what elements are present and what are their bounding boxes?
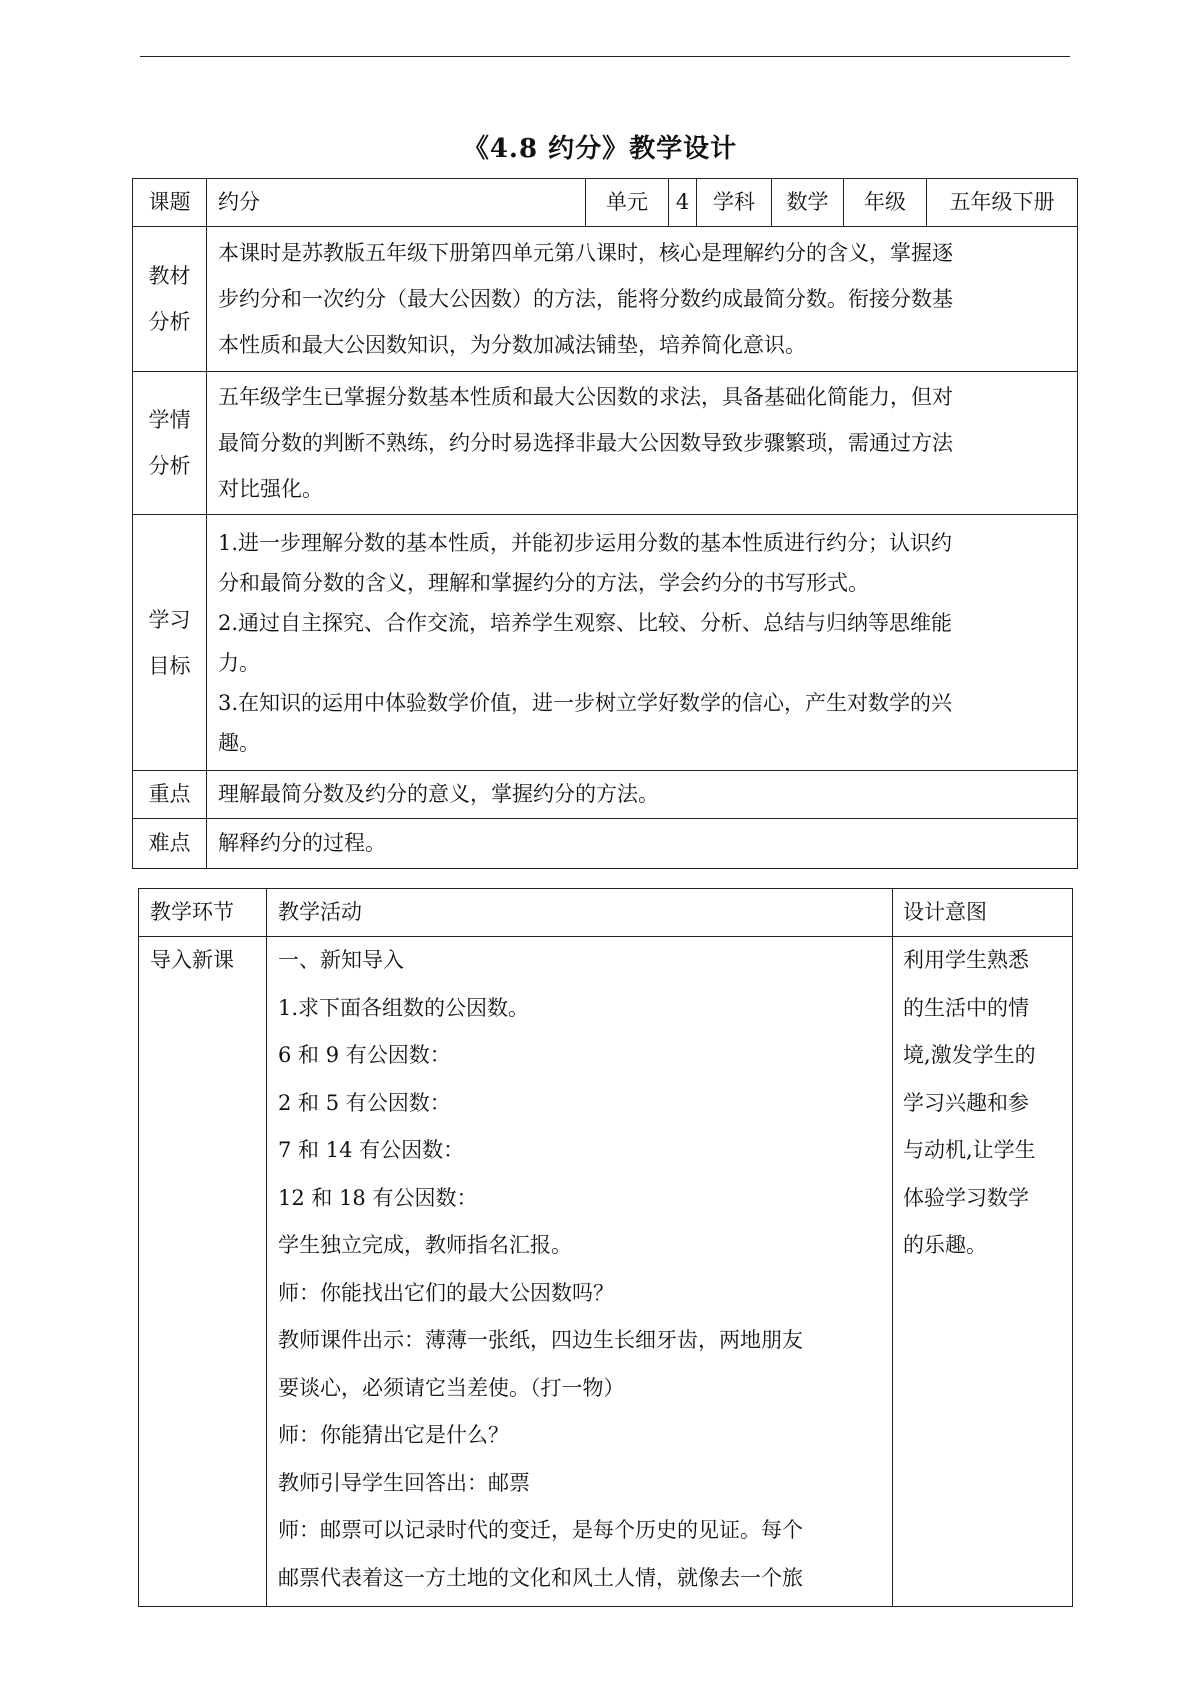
teaching-activity-table bbox=[138, 888, 1073, 1607]
header-rule bbox=[140, 56, 1070, 57]
unit-value: 4 bbox=[669, 179, 697, 227]
key-point-label: 重点 bbox=[133, 771, 207, 819]
difficulty-text: 解释约分的过程。 bbox=[207, 819, 1078, 869]
intent-header: 设计意图 bbox=[893, 889, 1073, 937]
topic-value: 约分 bbox=[207, 179, 586, 227]
learning-goals-row bbox=[133, 515, 1078, 771]
material-analysis-label: 教材 分析 bbox=[133, 227, 207, 372]
activity-header: 教学活动 bbox=[267, 889, 893, 937]
lesson-info-table bbox=[132, 178, 1078, 869]
stage-name: 导入新课 bbox=[150, 948, 234, 972]
key-point-row bbox=[133, 771, 1078, 819]
material-analysis-text: 本课时是苏教版五年级下册第四单元第八课时，核心是理解约分的含义，掌握逐 步约分和一次约分（最大公因数）的方法，能将分数约成最简分数。衔接分数基 本性质和最大公因数知识，为分数加减法铺垫，培养简化意识。 bbox=[207, 227, 1078, 372]
topic-label: 课题 bbox=[133, 179, 207, 227]
topic-row bbox=[133, 179, 1078, 227]
difficulty-row bbox=[133, 819, 1078, 869]
learning-goals-label: 学习 目标 bbox=[133, 515, 207, 771]
subject-value: 数学 bbox=[772, 179, 844, 227]
document-title: 《4.8 约分》教学设计 bbox=[462, 134, 738, 164]
learner-analysis-row bbox=[133, 372, 1078, 515]
learner-analysis-label: 学情 分析 bbox=[133, 372, 207, 515]
key-point-text: 理解最简分数及约分的意义，掌握约分的方法。 bbox=[207, 771, 1078, 819]
grade-label: 年级 bbox=[844, 179, 927, 227]
learner-analysis-text: 五年级学生已掌握分数基本性质和最大公因数的求法，具备基础化简能力，但对 最简分数的判断不熟练，约分时易选择非最大公因数导致步骤繁琐，需通过方法 对比强化。 bbox=[207, 372, 1078, 515]
stage-header: 教学环节 bbox=[139, 889, 267, 937]
difficulty-label: 难点 bbox=[133, 819, 207, 869]
unit-label: 单元 bbox=[586, 179, 669, 227]
material-analysis-row bbox=[133, 227, 1078, 372]
activity-row-intro bbox=[139, 937, 1073, 1607]
activity-header-row bbox=[139, 889, 1073, 937]
learning-goals-text: 1.进一步理解分数的基本性质，并能初步运用分数的基本性质进行约分；认识约 分和最简分数的含义，理解和掌握约分的方法，学会约分的书写形式。 2.通过自主探究、合作交流，培养学生观察、比较、分析、总结与归纳等思维能 力。 3.在知识的运用中体验数学价值，进一步树立学好数学的信心，产生对数学的兴 趣。 bbox=[207, 515, 1078, 771]
grade-value: 五年级下册 bbox=[927, 179, 1078, 227]
design-intent: 利用学生熟悉 的生活中的情 境,激发学生的 学习兴趣和参 与动机,让学生 体验学习数学 的乐趣。 bbox=[893, 937, 1073, 1607]
subject-label: 学科 bbox=[697, 179, 772, 227]
activity-content: 一、新知导入 1.求下面各组数的公因数。 6 和 9 有公因数： 2 和 5 有公因数： 7 和 14 有公因数： 12 和 18 有公因数： 学生独立完成，教师指名汇报。 师：你能找出它们的最大公因数吗？ 教师课件出示：薄薄一张纸，四边生长细牙齿，两地朋友 要谈心，必须请它当差使。（打一物） 师：你能猜出它是什么？ 教师引导学生回答出：邮票 师：邮票可以记录时代的变迁，是每个历史的见证。每个 邮票代表着这一方土地的文化和风土人情，就像去一个旅 bbox=[267, 937, 893, 1607]
